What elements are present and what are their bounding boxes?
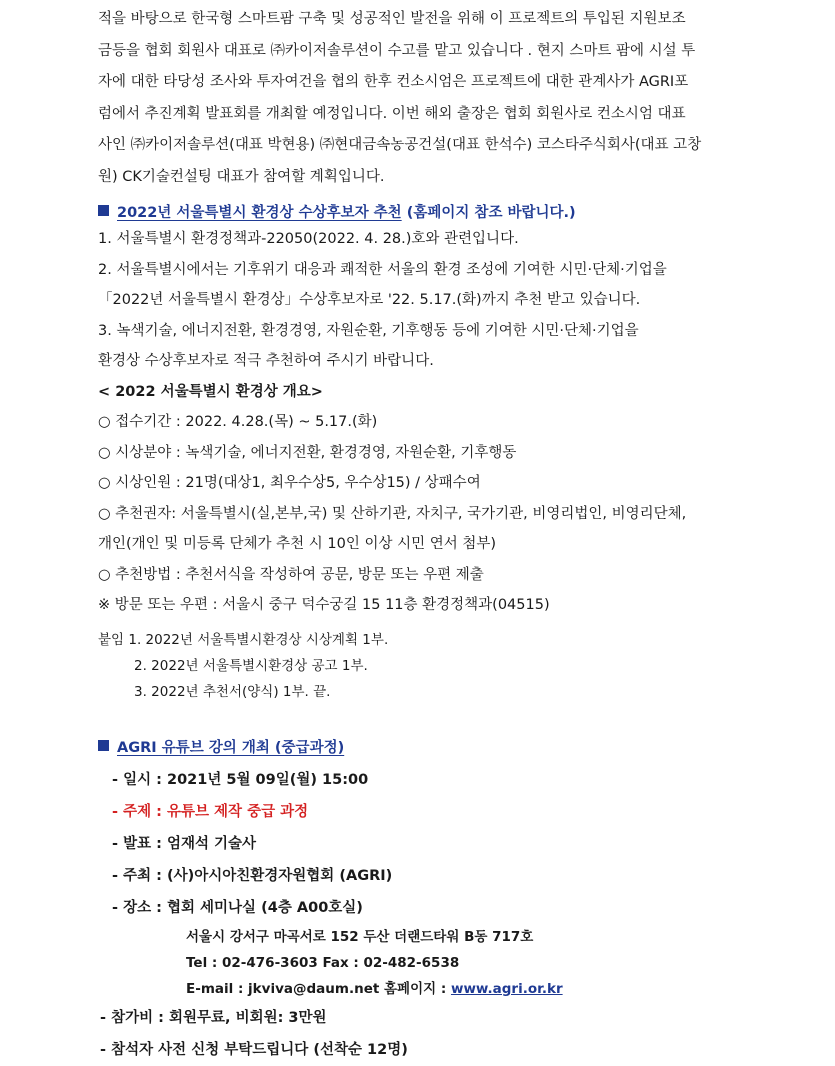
- venue-address: 서울시 강서구 마곡서로 152 두산 더랜드타워 B동 717호: [186, 929, 534, 945]
- event-topic: - 주제 : 유튜브 제작 중급 과정: [112, 804, 309, 820]
- intro-paragraph: [98, 4, 758, 193]
- event-presenter: - 발표 : 엄재석 기술사: [112, 836, 257, 852]
- award-title-text: 2022년 서울특별시 환경상 수상후보자 추천: [117, 205, 402, 221]
- event-venue: - 장소 : 협회 세미나실 (4층 A00호실): [112, 900, 363, 916]
- award-title-note: (홈페이지 참조 바랍니다.): [406, 205, 576, 221]
- award-section-title: [98, 201, 576, 222]
- award-line: 2. 서울특별시에서는 기후위기 대응과 쾌적한 서울의 환경 조성에 기여한 시민·단체·기업을: [98, 261, 667, 278]
- attachment-item: 붙임 1. 2022년 서울특별시환경상 시상계획 1부.: [98, 632, 389, 648]
- intro-line: 금등을 협회 회원사 대표로 ㈜카이저솔루션이 수고를 맡고 있습니다 . 현지 스마트 팜에 시설 투: [98, 42, 696, 59]
- event-host: - 주최 : (사)아시아친환경자원협회 (AGRI): [112, 868, 393, 884]
- homepage-link[interactable]: www.agri.or.kr: [450, 981, 563, 997]
- overview-item: ○ 시상인원 : 21명(대상1, 최우수상5, 우수상15) / 상패수여: [98, 475, 481, 491]
- youtube-section-title: [98, 736, 344, 757]
- venue-contact: Tel : 02-476-3603 Fax : 02-482-6538: [186, 955, 460, 971]
- event-register: - 참석자 사전 신청 부탁드립니다 (선착순 12명): [100, 1042, 408, 1058]
- youtube-title-text: AGRI 유튜브 강의 개최 (중급과정): [117, 740, 345, 756]
- square-bullet-icon: [98, 740, 109, 751]
- event-fee: - 참가비 : 회원무료, 비회원: 3만원: [100, 1010, 327, 1026]
- square-bullet-icon: [98, 205, 109, 216]
- intro-line: 사인 ㈜카이저솔루션(대표 박현용) ㈜현대금속농공건설(대표 한석수) 코스타주식회사(대표 고창: [98, 137, 702, 153]
- email-label: E-mail : jkviva@daum.net 홈페이지 :: [186, 981, 451, 997]
- attachment-item: 3. 2022년 추천서(양식) 1부. 끝.: [134, 684, 331, 700]
- overview-item: ○ 접수기간 : 2022. 4.28.(목) ~ 5.17.(화): [98, 414, 378, 430]
- overview-item: ○ 추천권자: 서울특별시(실,본부,국) 및 산하기관, 자치구, 국가기관, 비영리법인, 비영리단체,: [98, 505, 687, 522]
- award-body: [98, 224, 778, 621]
- youtube-details: [100, 764, 772, 1066]
- venue-email: [112, 976, 772, 1002]
- intro-line: 원) CK기술컨설팅 대표가 참여할 계획입니다.: [98, 168, 385, 185]
- attachments: [98, 627, 778, 705]
- overview-item: ○ 시상분야 : 녹색기술, 에너지전환, 환경경영, 자원순환, 기후행동: [98, 444, 517, 461]
- award-line: 3. 녹색기술, 에너지전환, 환경경영, 자원순환, 기후행동 등에 기여한 시민·단체·기업을: [98, 322, 639, 339]
- intro-line: 럼에서 추진계획 발표회를 개최할 예정입니다. 이번 해외 출장은 협회 회원사로 컨소시엄 대표: [98, 105, 686, 122]
- overview-item: ※ 방문 또는 우편 : 서울시 중구 덕수궁길 15 11층 환경정책과(04515): [98, 597, 550, 613]
- intro-line: 적을 바탕으로 한국형 스마트팜 구축 및 성공적인 발전을 위해 이 프로젝트의 투입된 지원보조: [98, 11, 686, 27]
- attachment-item: 2. 2022년 서울특별시환경상 공고 1부.: [134, 658, 368, 674]
- overview-item: ○ 추천방법 : 추천서식을 작성하여 공문, 방문 또는 우편 제출: [98, 566, 484, 583]
- overview-title: < 2022 서울특별시 환경상 개요>: [98, 383, 323, 400]
- award-line: 1. 서울특별시 환경정책과-22050(2022. 4. 28.)호와 관련입니다.: [98, 231, 519, 247]
- award-line: 「2022년 서울특별시 환경상」수상후보자로 '22. 5.17.(화)까지 추천 받고 있습니다.: [98, 292, 641, 308]
- intro-line: 자에 대한 타당성 조사와 투자여건을 협의 한후 컨소시엄은 프로젝트에 대한 관계사가 AGRI포: [98, 74, 689, 90]
- award-line: 환경상 수상후보자로 적극 추천하여 주시기 바랍니다.: [98, 353, 434, 369]
- event-date: - 일시 : 2021년 5월 09일(월) 15:00: [112, 772, 369, 788]
- overview-item: 개인(개인 및 미등록 단체가 추천 시 10인 이상 시민 연서 첨부): [98, 536, 497, 552]
